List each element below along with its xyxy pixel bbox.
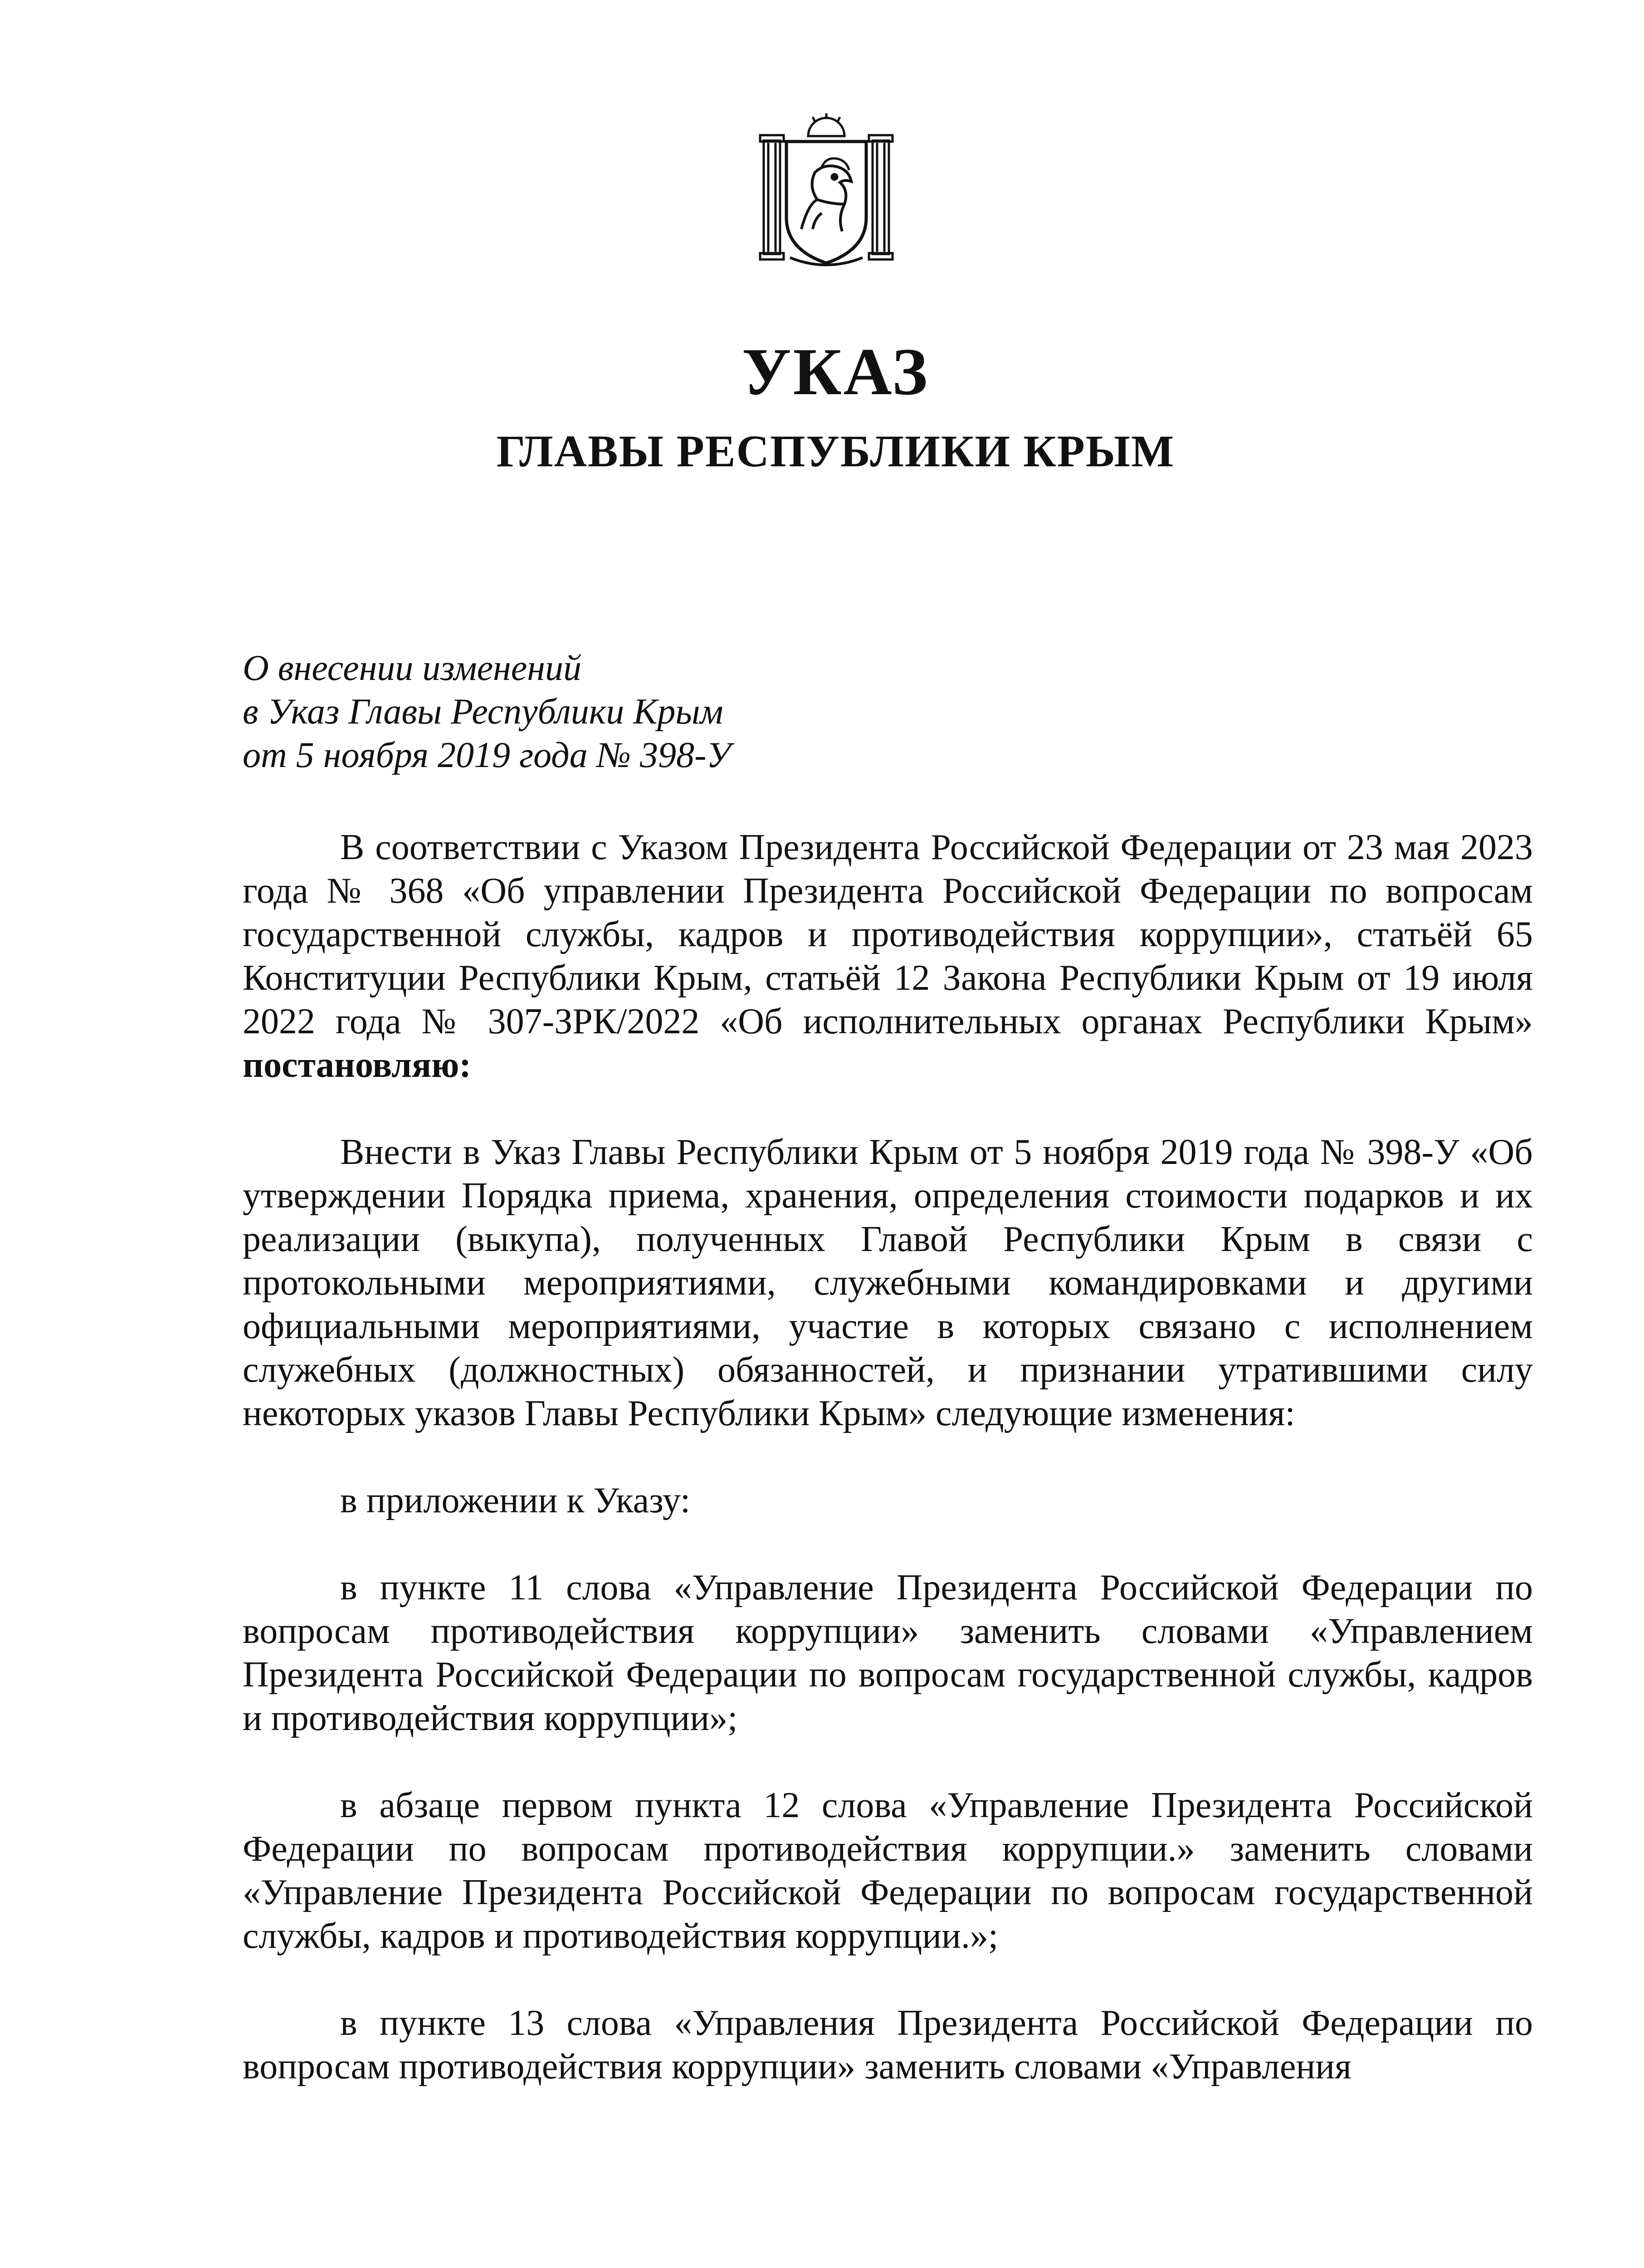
crimea-coat-of-arms-icon bbox=[758, 113, 894, 270]
heading-line: О внесении изменений bbox=[243, 648, 581, 688]
body-paragraph: Внести в Указ Главы Республики Крым от 5 ноября 2019 года № 398-У «Об утверждении Порядка приема, хранения, определения стоимости подарков и их реализации (выкупа), полученных Главой Республики Крым в связи с протокольными мероприятиями, служебными командировками и другими официальными мероприятиями, участие в которых связано с исполнением служебных (должностных) обязанностей, и признании утратившими силу некоторых указов Главы Республики Крым» следующие изменения: bbox=[243, 1132, 1533, 1433]
body-paragraph: в приложении к Указу: bbox=[340, 1481, 691, 1520]
heading-line: от 5 ноября 2019 года № 398-У bbox=[243, 735, 731, 775]
preamble-paragraph bbox=[243, 826, 1533, 1087]
body-paragraph: в пункте 13 слова «Управления Президента Российской Федерации по вопросам противодействия коррупции» заменить словами «Управления bbox=[243, 2003, 1533, 2087]
body-paragraph: в абзаце первом пункта 12 слова «Управление Президента Российской Федерации по вопросам противодействия коррупции.» заменить словами «Управление Президента Российской Федерации по вопросам государственной службы, кадров и противодействия коррупции.»; bbox=[243, 1785, 1533, 1956]
preamble-text: В соответствии с Указом Президента Российской Федерации от 23 мая 2023 года № 368 «Об управлении Президента Российской Федерации по вопросам государственной службы, кадров и противодействия коррупции», статьёй 65 Конституции Республики Крым, статьёй 12 Закона Республики Крым от 19 июля 2022 года № 307-ЗРК/2022 «Об исполнительных органах Республики Крым» bbox=[243, 827, 1533, 1041]
heading-line: в Указ Главы Республики Крым bbox=[243, 692, 723, 732]
document-heading bbox=[243, 646, 731, 777]
document-body bbox=[243, 826, 1533, 2132]
document-title: УКАЗ bbox=[742, 335, 930, 409]
document-subtitle: ГЛАВЫ РЕСПУБЛИКИ КРЫМ bbox=[496, 426, 1175, 476]
preamble-decree-word: постановляю: bbox=[243, 1045, 472, 1085]
body-paragraph: в пункте 11 слова «Управление Президента Российской Федерации по вопросам противодействия коррупции» заменить словами «Управлением Президента Российской Федерации по вопросам государственной службы, кадров и противодействия коррупции»; bbox=[243, 1568, 1533, 1738]
